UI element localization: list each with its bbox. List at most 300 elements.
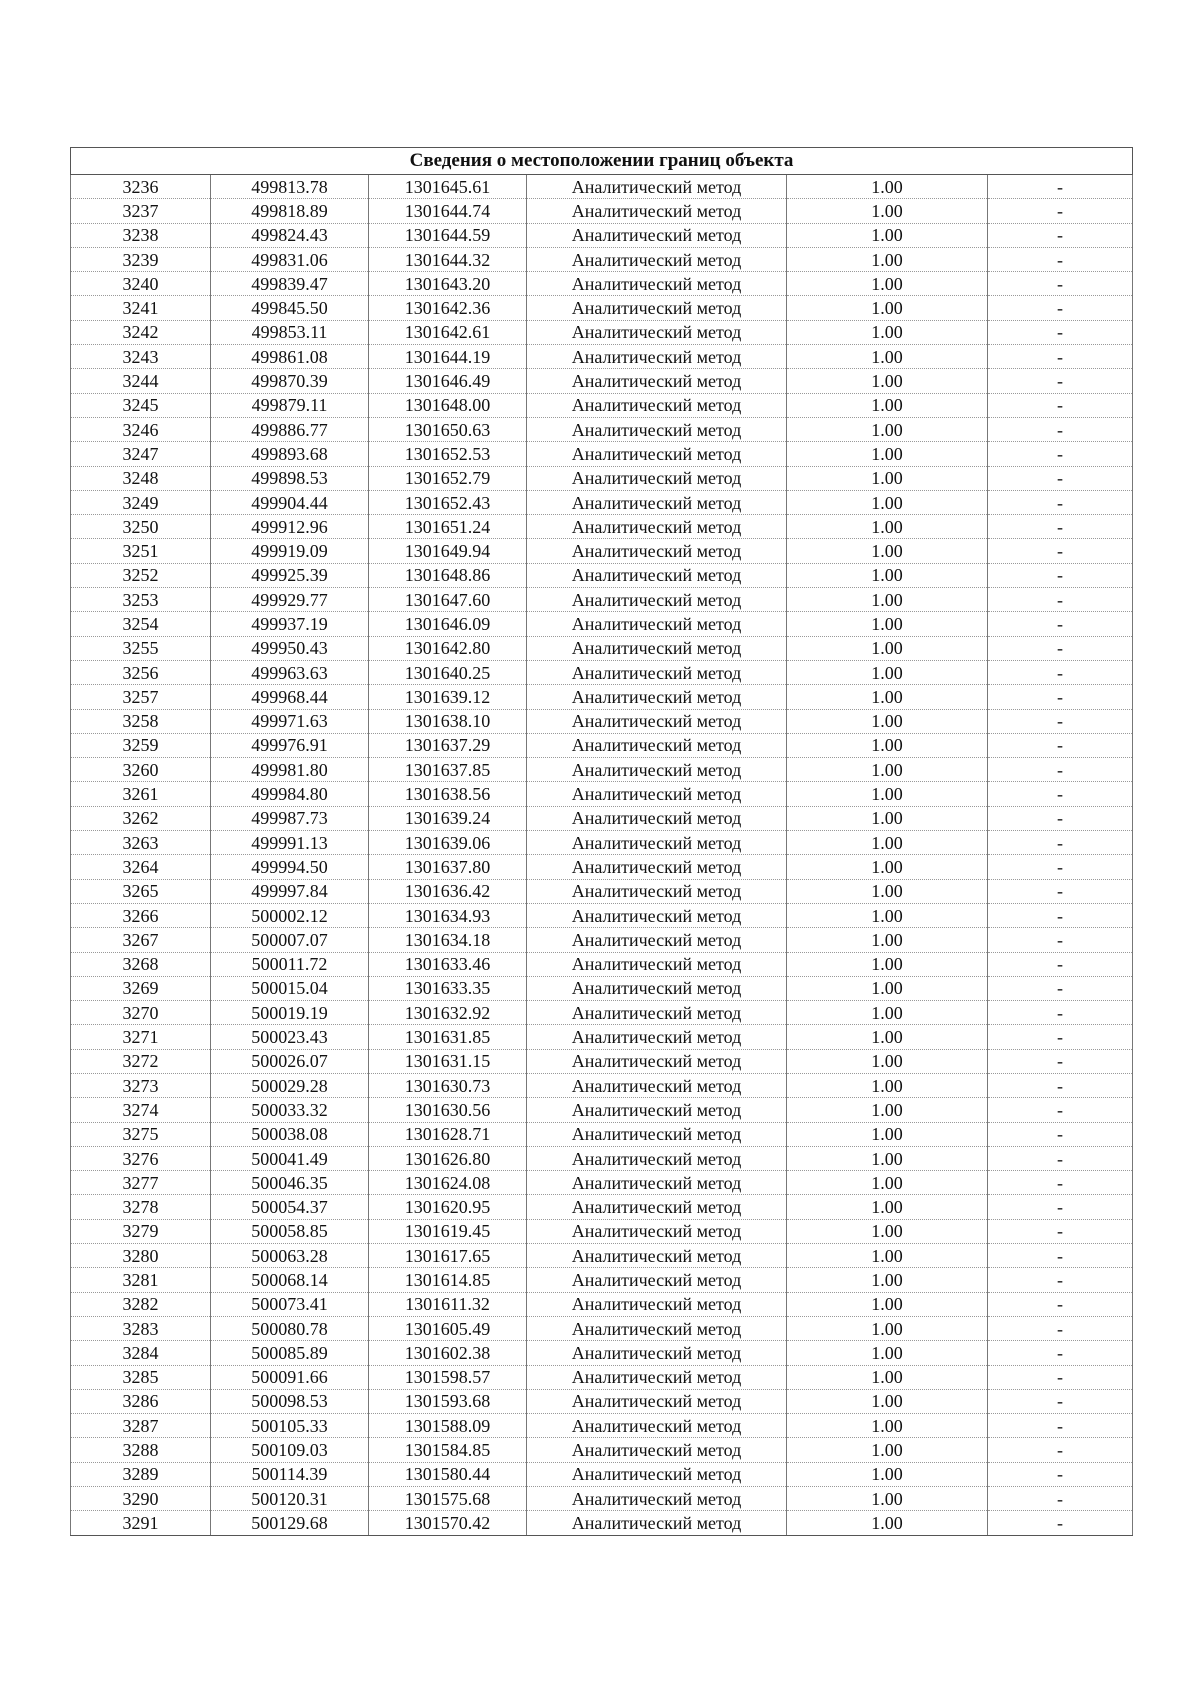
point-number-cell: 3268	[71, 952, 211, 976]
point-number-cell: 3252	[71, 563, 211, 587]
y-coordinate-cell: 1301632.92	[369, 1001, 527, 1025]
point-number-cell: 3253	[71, 588, 211, 612]
point-number-cell: 3269	[71, 976, 211, 1000]
y-coordinate-cell: 1301630.56	[369, 1098, 527, 1122]
table-row	[71, 636, 1133, 660]
x-coordinate-cell: 500023.43	[211, 1025, 369, 1049]
y-coordinate-cell: 1301588.09	[369, 1414, 527, 1438]
accuracy-cell: 1.00	[787, 612, 988, 636]
description-cell: -	[988, 709, 1133, 733]
point-number-cell: 3250	[71, 515, 211, 539]
y-coordinate-cell: 1301642.36	[369, 296, 527, 320]
accuracy-cell: 1.00	[787, 1195, 988, 1219]
method-cell: Аналитический метод	[527, 903, 787, 927]
x-coordinate-cell: 499912.96	[211, 515, 369, 539]
x-coordinate-cell: 499839.47	[211, 272, 369, 296]
table-row	[71, 903, 1133, 927]
point-number-cell: 3283	[71, 1316, 211, 1340]
y-coordinate-cell: 1301645.61	[369, 175, 527, 199]
table-row	[71, 1487, 1133, 1511]
x-coordinate-cell: 500063.28	[211, 1244, 369, 1268]
table-row	[71, 855, 1133, 879]
accuracy-cell: 1.00	[787, 223, 988, 247]
y-coordinate-cell: 1301637.80	[369, 855, 527, 879]
x-coordinate-cell: 500002.12	[211, 903, 369, 927]
point-number-cell: 3267	[71, 928, 211, 952]
y-coordinate-cell: 1301598.57	[369, 1365, 527, 1389]
accuracy-cell: 1.00	[787, 782, 988, 806]
x-coordinate-cell: 500038.08	[211, 1122, 369, 1146]
table-title-row	[71, 148, 1133, 175]
x-coordinate-cell: 499813.78	[211, 175, 369, 199]
description-cell: -	[988, 903, 1133, 927]
description-cell: -	[988, 1268, 1133, 1292]
method-cell: Аналитический метод	[527, 636, 787, 660]
description-cell: -	[988, 223, 1133, 247]
method-cell: Аналитический метод	[527, 1073, 787, 1097]
accuracy-cell: 1.00	[787, 1001, 988, 1025]
description-cell: -	[988, 345, 1133, 369]
point-number-cell: 3274	[71, 1098, 211, 1122]
x-coordinate-cell: 499994.50	[211, 855, 369, 879]
description-cell: -	[988, 1511, 1133, 1535]
x-coordinate-cell: 499831.06	[211, 247, 369, 271]
point-number-cell: 3289	[71, 1462, 211, 1486]
table-row	[71, 952, 1133, 976]
method-cell: Аналитический метод	[527, 272, 787, 296]
method-cell: Аналитический метод	[527, 1292, 787, 1316]
description-cell: -	[988, 636, 1133, 660]
description-cell: -	[988, 1365, 1133, 1389]
x-coordinate-cell: 499893.68	[211, 442, 369, 466]
boundary-coordinates-table	[70, 147, 1133, 1536]
accuracy-cell: 1.00	[787, 1244, 988, 1268]
x-coordinate-cell: 500015.04	[211, 976, 369, 1000]
point-number-cell: 3263	[71, 831, 211, 855]
method-cell: Аналитический метод	[527, 1001, 787, 1025]
x-coordinate-cell: 500011.72	[211, 952, 369, 976]
y-coordinate-cell: 1301636.42	[369, 879, 527, 903]
x-coordinate-cell: 499818.89	[211, 199, 369, 223]
table-row	[71, 1316, 1133, 1340]
table-row	[71, 442, 1133, 466]
description-cell: -	[988, 855, 1133, 879]
point-number-cell: 3247	[71, 442, 211, 466]
accuracy-cell: 1.00	[787, 369, 988, 393]
y-coordinate-cell: 1301628.71	[369, 1122, 527, 1146]
point-number-cell: 3243	[71, 345, 211, 369]
x-coordinate-cell: 500019.19	[211, 1001, 369, 1025]
table-row	[71, 1049, 1133, 1073]
description-cell: -	[988, 296, 1133, 320]
table-row	[71, 1122, 1133, 1146]
accuracy-cell: 1.00	[787, 272, 988, 296]
accuracy-cell: 1.00	[787, 490, 988, 514]
y-coordinate-cell: 1301631.85	[369, 1025, 527, 1049]
point-number-cell: 3244	[71, 369, 211, 393]
table-row	[71, 1341, 1133, 1365]
description-cell: -	[988, 1049, 1133, 1073]
table-row	[71, 709, 1133, 733]
accuracy-cell: 1.00	[787, 976, 988, 1000]
accuracy-cell: 1.00	[787, 733, 988, 757]
x-coordinate-cell: 499981.80	[211, 758, 369, 782]
point-number-cell: 3251	[71, 539, 211, 563]
accuracy-cell: 1.00	[787, 685, 988, 709]
description-cell: -	[988, 1292, 1133, 1316]
method-cell: Аналитический метод	[527, 1438, 787, 1462]
table-row	[71, 1098, 1133, 1122]
table-row	[71, 1268, 1133, 1292]
y-coordinate-cell: 1301643.20	[369, 272, 527, 296]
x-coordinate-cell: 499886.77	[211, 417, 369, 441]
table-row	[71, 758, 1133, 782]
y-coordinate-cell: 1301642.80	[369, 636, 527, 660]
method-cell: Аналитический метод	[527, 223, 787, 247]
table-row	[71, 733, 1133, 757]
x-coordinate-cell: 499984.80	[211, 782, 369, 806]
description-cell: -	[988, 612, 1133, 636]
table-row	[71, 393, 1133, 417]
x-coordinate-cell: 499968.44	[211, 685, 369, 709]
y-coordinate-cell: 1301652.79	[369, 466, 527, 490]
y-coordinate-cell: 1301639.12	[369, 685, 527, 709]
point-number-cell: 3249	[71, 490, 211, 514]
table-body	[71, 175, 1133, 1536]
accuracy-cell: 1.00	[787, 1414, 988, 1438]
method-cell: Аналитический метод	[527, 806, 787, 830]
table-row	[71, 1438, 1133, 1462]
table-row	[71, 928, 1133, 952]
description-cell: -	[988, 976, 1133, 1000]
description-cell: -	[988, 175, 1133, 199]
method-cell: Аналитический метод	[527, 1365, 787, 1389]
description-cell: -	[988, 952, 1133, 976]
x-coordinate-cell: 500109.03	[211, 1438, 369, 1462]
accuracy-cell: 1.00	[787, 588, 988, 612]
description-cell: -	[988, 1001, 1133, 1025]
accuracy-cell: 1.00	[787, 563, 988, 587]
description-cell: -	[988, 272, 1133, 296]
table-row	[71, 831, 1133, 855]
method-cell: Аналитический метод	[527, 952, 787, 976]
method-cell: Аналитический метод	[527, 1341, 787, 1365]
x-coordinate-cell: 499904.44	[211, 490, 369, 514]
table-row	[71, 1365, 1133, 1389]
description-cell: -	[988, 563, 1133, 587]
description-cell: -	[988, 1122, 1133, 1146]
y-coordinate-cell: 1301633.46	[369, 952, 527, 976]
x-coordinate-cell: 499976.91	[211, 733, 369, 757]
description-cell: -	[988, 1414, 1133, 1438]
y-coordinate-cell: 1301638.10	[369, 709, 527, 733]
point-number-cell: 3245	[71, 393, 211, 417]
accuracy-cell: 1.00	[787, 417, 988, 441]
table-row	[71, 976, 1133, 1000]
x-coordinate-cell: 499919.09	[211, 539, 369, 563]
table-row	[71, 539, 1133, 563]
point-number-cell: 3236	[71, 175, 211, 199]
method-cell: Аналитический метод	[527, 1171, 787, 1195]
point-number-cell: 3241	[71, 296, 211, 320]
method-cell: Аналитический метод	[527, 393, 787, 417]
method-cell: Аналитический метод	[527, 490, 787, 514]
table-row	[71, 1073, 1133, 1097]
table-row	[71, 1389, 1133, 1413]
accuracy-cell: 1.00	[787, 928, 988, 952]
y-coordinate-cell: 1301637.29	[369, 733, 527, 757]
accuracy-cell: 1.00	[787, 1462, 988, 1486]
description-cell: -	[988, 417, 1133, 441]
table-row	[71, 272, 1133, 296]
accuracy-cell: 1.00	[787, 345, 988, 369]
accuracy-cell: 1.00	[787, 879, 988, 903]
y-coordinate-cell: 1301605.49	[369, 1316, 527, 1340]
method-cell: Аналитический метод	[527, 175, 787, 199]
method-cell: Аналитический метод	[527, 320, 787, 344]
table-row	[71, 296, 1133, 320]
method-cell: Аналитический метод	[527, 1025, 787, 1049]
table-row	[71, 1511, 1133, 1535]
description-cell: -	[988, 1244, 1133, 1268]
x-coordinate-cell: 499950.43	[211, 636, 369, 660]
y-coordinate-cell: 1301652.43	[369, 490, 527, 514]
y-coordinate-cell: 1301648.00	[369, 393, 527, 417]
description-cell: -	[988, 199, 1133, 223]
table-row	[71, 345, 1133, 369]
x-coordinate-cell: 499925.39	[211, 563, 369, 587]
method-cell: Аналитический метод	[527, 1389, 787, 1413]
accuracy-cell: 1.00	[787, 247, 988, 271]
method-cell: Аналитический метод	[527, 247, 787, 271]
x-coordinate-cell: 499853.11	[211, 320, 369, 344]
accuracy-cell: 1.00	[787, 1268, 988, 1292]
y-coordinate-cell: 1301644.59	[369, 223, 527, 247]
table-row	[71, 1462, 1133, 1486]
method-cell: Аналитический метод	[527, 879, 787, 903]
x-coordinate-cell: 500033.32	[211, 1098, 369, 1122]
method-cell: Аналитический метод	[527, 296, 787, 320]
accuracy-cell: 1.00	[787, 1025, 988, 1049]
description-cell: -	[988, 831, 1133, 855]
y-coordinate-cell: 1301647.60	[369, 588, 527, 612]
method-cell: Аналитический метод	[527, 417, 787, 441]
x-coordinate-cell: 499929.77	[211, 588, 369, 612]
y-coordinate-cell: 1301651.24	[369, 515, 527, 539]
x-coordinate-cell: 500085.89	[211, 1341, 369, 1365]
point-number-cell: 3291	[71, 1511, 211, 1535]
x-coordinate-cell: 499997.84	[211, 879, 369, 903]
x-coordinate-cell: 500058.85	[211, 1219, 369, 1243]
method-cell: Аналитический метод	[527, 1098, 787, 1122]
point-number-cell: 3276	[71, 1146, 211, 1170]
accuracy-cell: 1.00	[787, 320, 988, 344]
y-coordinate-cell: 1301602.38	[369, 1341, 527, 1365]
x-coordinate-cell: 499971.63	[211, 709, 369, 733]
table-row	[71, 1146, 1133, 1170]
x-coordinate-cell: 500080.78	[211, 1316, 369, 1340]
point-number-cell: 3272	[71, 1049, 211, 1073]
x-coordinate-cell: 500026.07	[211, 1049, 369, 1073]
y-coordinate-cell: 1301649.94	[369, 539, 527, 563]
table-row	[71, 1025, 1133, 1049]
method-cell: Аналитический метод	[527, 345, 787, 369]
point-number-cell: 3258	[71, 709, 211, 733]
y-coordinate-cell: 1301646.49	[369, 369, 527, 393]
table-row	[71, 369, 1133, 393]
point-number-cell: 3286	[71, 1389, 211, 1413]
y-coordinate-cell: 1301644.32	[369, 247, 527, 271]
description-cell: -	[988, 1389, 1133, 1413]
description-cell: -	[988, 685, 1133, 709]
table-title: Сведения о местоположении границ объекта	[71, 148, 1133, 175]
table-row	[71, 879, 1133, 903]
description-cell: -	[988, 588, 1133, 612]
point-number-cell: 3285	[71, 1365, 211, 1389]
point-number-cell: 3261	[71, 782, 211, 806]
method-cell: Аналитический метод	[527, 588, 787, 612]
y-coordinate-cell: 1301617.65	[369, 1244, 527, 1268]
point-number-cell: 3284	[71, 1341, 211, 1365]
accuracy-cell: 1.00	[787, 1292, 988, 1316]
accuracy-cell: 1.00	[787, 1487, 988, 1511]
table-row	[71, 1171, 1133, 1195]
y-coordinate-cell: 1301640.25	[369, 660, 527, 684]
point-number-cell: 3255	[71, 636, 211, 660]
point-number-cell: 3287	[71, 1414, 211, 1438]
y-coordinate-cell: 1301639.24	[369, 806, 527, 830]
table-row	[71, 782, 1133, 806]
x-coordinate-cell: 500098.53	[211, 1389, 369, 1413]
accuracy-cell: 1.00	[787, 1389, 988, 1413]
point-number-cell: 3237	[71, 199, 211, 223]
accuracy-cell: 1.00	[787, 393, 988, 417]
method-cell: Аналитический метод	[527, 612, 787, 636]
method-cell: Аналитический метод	[527, 466, 787, 490]
description-cell: -	[988, 442, 1133, 466]
y-coordinate-cell: 1301580.44	[369, 1462, 527, 1486]
point-number-cell: 3278	[71, 1195, 211, 1219]
table-row	[71, 660, 1133, 684]
method-cell: Аналитический метод	[527, 831, 787, 855]
method-cell: Аналитический метод	[527, 685, 787, 709]
table-row	[71, 199, 1133, 223]
accuracy-cell: 1.00	[787, 903, 988, 927]
point-number-cell: 3246	[71, 417, 211, 441]
x-coordinate-cell: 499963.63	[211, 660, 369, 684]
y-coordinate-cell: 1301570.42	[369, 1511, 527, 1535]
method-cell: Аналитический метод	[527, 1244, 787, 1268]
description-cell: -	[988, 1487, 1133, 1511]
point-number-cell: 3281	[71, 1268, 211, 1292]
description-cell: -	[988, 515, 1133, 539]
description-cell: -	[988, 928, 1133, 952]
y-coordinate-cell: 1301648.86	[369, 563, 527, 587]
table-row	[71, 490, 1133, 514]
x-coordinate-cell: 499824.43	[211, 223, 369, 247]
point-number-cell: 3239	[71, 247, 211, 271]
accuracy-cell: 1.00	[787, 1219, 988, 1243]
x-coordinate-cell: 499870.39	[211, 369, 369, 393]
table-row	[71, 247, 1133, 271]
y-coordinate-cell: 1301650.63	[369, 417, 527, 441]
point-number-cell: 3277	[71, 1171, 211, 1195]
y-coordinate-cell: 1301619.45	[369, 1219, 527, 1243]
method-cell: Аналитический метод	[527, 928, 787, 952]
x-coordinate-cell: 500041.49	[211, 1146, 369, 1170]
method-cell: Аналитический метод	[527, 1146, 787, 1170]
accuracy-cell: 1.00	[787, 1073, 988, 1097]
point-number-cell: 3240	[71, 272, 211, 296]
y-coordinate-cell: 1301575.68	[369, 1487, 527, 1511]
accuracy-cell: 1.00	[787, 1438, 988, 1462]
method-cell: Аналитический метод	[527, 442, 787, 466]
y-coordinate-cell: 1301639.06	[369, 831, 527, 855]
y-coordinate-cell: 1301652.53	[369, 442, 527, 466]
accuracy-cell: 1.00	[787, 709, 988, 733]
description-cell: -	[988, 1025, 1133, 1049]
point-number-cell: 3290	[71, 1487, 211, 1511]
x-coordinate-cell: 500120.31	[211, 1487, 369, 1511]
y-coordinate-cell: 1301624.08	[369, 1171, 527, 1195]
point-number-cell: 3279	[71, 1219, 211, 1243]
accuracy-cell: 1.00	[787, 660, 988, 684]
method-cell: Аналитический метод	[527, 1462, 787, 1486]
y-coordinate-cell: 1301584.85	[369, 1438, 527, 1462]
point-number-cell: 3265	[71, 879, 211, 903]
accuracy-cell: 1.00	[787, 1316, 988, 1340]
y-coordinate-cell: 1301644.74	[369, 199, 527, 223]
description-cell: -	[988, 490, 1133, 514]
method-cell: Аналитический метод	[527, 539, 787, 563]
y-coordinate-cell: 1301620.95	[369, 1195, 527, 1219]
method-cell: Аналитический метод	[527, 1511, 787, 1535]
description-cell: -	[988, 393, 1133, 417]
y-coordinate-cell: 1301614.85	[369, 1268, 527, 1292]
point-number-cell: 3260	[71, 758, 211, 782]
description-cell: -	[988, 1341, 1133, 1365]
point-number-cell: 3262	[71, 806, 211, 830]
method-cell: Аналитический метод	[527, 563, 787, 587]
point-number-cell: 3270	[71, 1001, 211, 1025]
x-coordinate-cell: 500114.39	[211, 1462, 369, 1486]
y-coordinate-cell: 1301634.18	[369, 928, 527, 952]
x-coordinate-cell: 500046.35	[211, 1171, 369, 1195]
method-cell: Аналитический метод	[527, 660, 787, 684]
point-number-cell: 3242	[71, 320, 211, 344]
description-cell: -	[988, 806, 1133, 830]
accuracy-cell: 1.00	[787, 1511, 988, 1535]
description-cell: -	[988, 1462, 1133, 1486]
description-cell: -	[988, 1146, 1133, 1170]
description-cell: -	[988, 320, 1133, 344]
method-cell: Аналитический метод	[527, 1049, 787, 1073]
y-coordinate-cell: 1301631.15	[369, 1049, 527, 1073]
y-coordinate-cell: 1301638.56	[369, 782, 527, 806]
table-row	[71, 1244, 1133, 1268]
y-coordinate-cell: 1301630.73	[369, 1073, 527, 1097]
x-coordinate-cell: 500029.28	[211, 1073, 369, 1097]
description-cell: -	[988, 369, 1133, 393]
accuracy-cell: 1.00	[787, 1098, 988, 1122]
point-number-cell: 3288	[71, 1438, 211, 1462]
method-cell: Аналитический метод	[527, 1122, 787, 1146]
description-cell: -	[988, 733, 1133, 757]
point-number-cell: 3238	[71, 223, 211, 247]
accuracy-cell: 1.00	[787, 831, 988, 855]
description-cell: -	[988, 466, 1133, 490]
method-cell: Аналитический метод	[527, 515, 787, 539]
